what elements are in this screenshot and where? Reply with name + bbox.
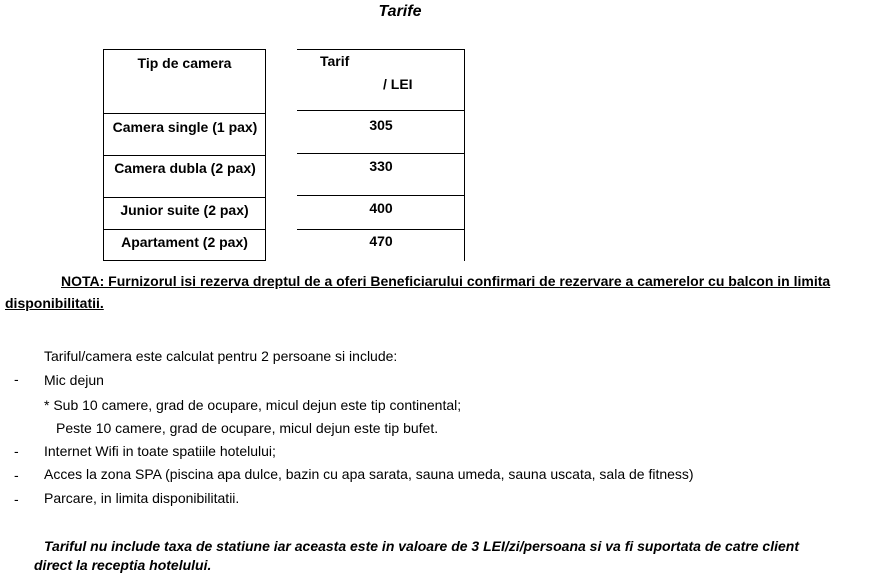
row-divider xyxy=(297,195,465,196)
row-divider xyxy=(297,110,465,111)
list-item-spa: Acces la zona SPA (piscina apa dulce, bazin cu apa sarata, sauna umeda, sauna uscata, sala de fitness) xyxy=(44,466,694,482)
room-type-cell: Junior suite (2 pax) xyxy=(120,202,249,218)
nota-paragraph: NOTA: Furnizorul isi rezerva dreptul de a oferi Beneficiarului confirmari de rezervare a camerelor cu balcon in limita disponibilitatii. xyxy=(5,273,831,311)
breakfast-note-bufet: Peste 10 camere, grad de ocupare, micul dejun este tip bufet. xyxy=(56,420,439,436)
footer-note: Tariful nu include taxa de statiune iar aceasta este in valoare de 3 LEI/zi/persoana si va fi suportata de catre client direct la receptia hotelului. xyxy=(34,538,799,573)
list-item-breakfast: Mic dejun xyxy=(44,372,104,388)
header-tarif: Tarif xyxy=(320,53,350,69)
includes-intro: Tariful/camera este calculat pentru 2 persoane si include: xyxy=(44,348,398,364)
price-cell: 330 xyxy=(369,158,393,174)
row-divider xyxy=(297,153,465,154)
row-divider xyxy=(103,113,266,114)
bullet-dash: - xyxy=(14,371,19,387)
price-cell: 305 xyxy=(369,117,393,133)
row-divider xyxy=(297,229,465,230)
header-unit: / LEI xyxy=(383,76,413,92)
breakfast-note-continental: * Sub 10 camere, grad de ocupare, micul dejun este tip continental; xyxy=(44,397,462,413)
page-title: Tarife xyxy=(378,3,422,20)
price-cell: 470 xyxy=(369,233,393,249)
bullet-dash: - xyxy=(14,491,19,507)
row-divider xyxy=(103,197,266,198)
room-type-cell: Apartament (2 pax) xyxy=(121,234,248,250)
price-cell: 400 xyxy=(369,200,393,216)
row-divider xyxy=(103,155,266,156)
room-type-cell: Camera single (1 pax) xyxy=(112,119,258,135)
list-item-wifi: Internet Wifi in toate spatiile hotelului; xyxy=(44,443,276,459)
room-type-cell: Camera dubla (2 pax) xyxy=(114,160,256,176)
list-item-parking: Parcare, in limita disponibilitatii. xyxy=(44,490,240,506)
bullet-dash: - xyxy=(14,443,19,459)
bullet-dash: - xyxy=(14,467,19,483)
row-divider xyxy=(103,229,266,230)
header-room-type: Tip de camera xyxy=(137,55,232,71)
